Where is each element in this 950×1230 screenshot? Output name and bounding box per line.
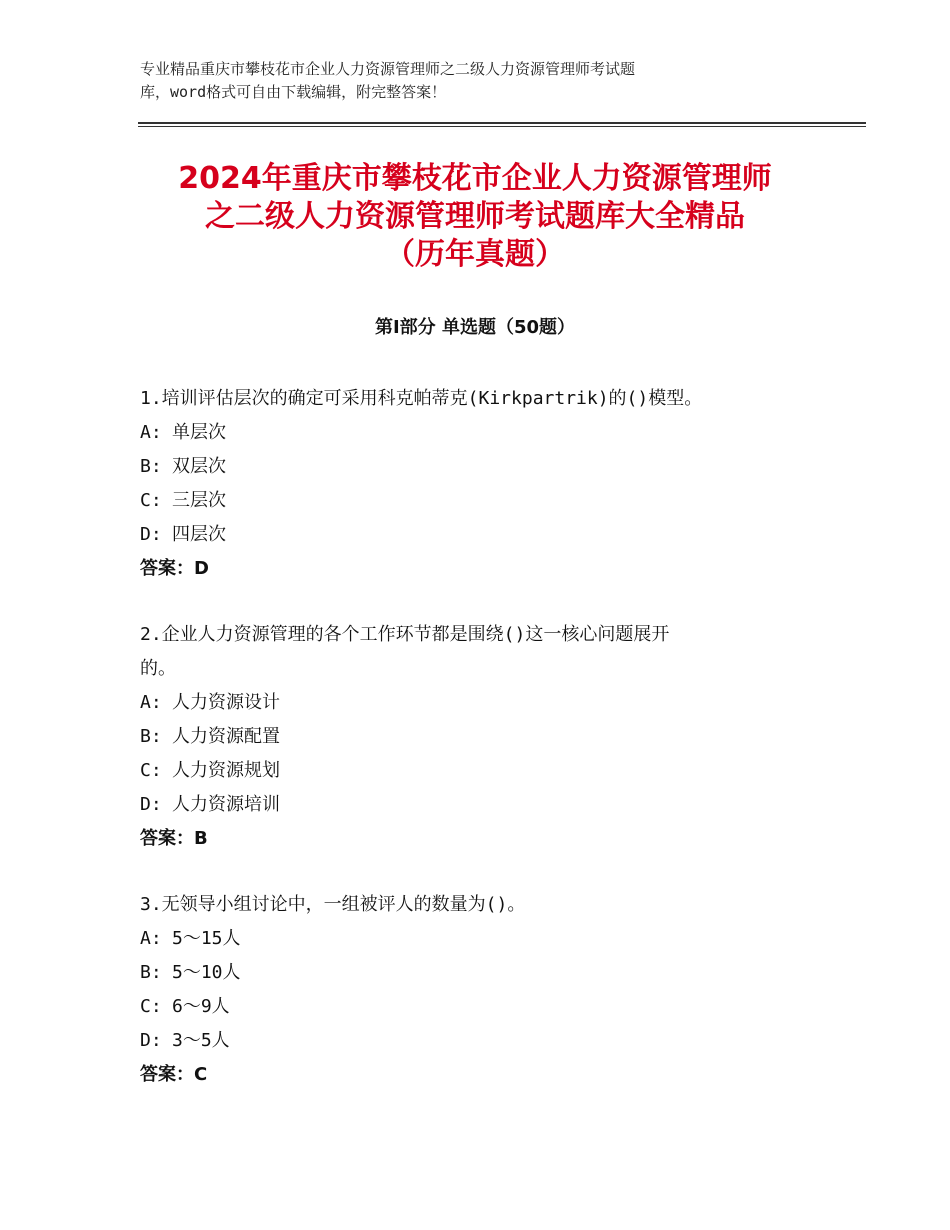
header-note-line-1: 专业精品重庆市攀枝花市企业人力资源管理师之二级人力资源管理师考试题 — [140, 60, 636, 78]
question-3 — [140, 888, 810, 1092]
option-key: A: — [140, 928, 162, 949]
option-key: D: — [140, 794, 162, 815]
answer-line: 答案：B — [140, 828, 208, 849]
option-text: 人力资源设计 — [172, 692, 280, 713]
section-heading: 第Ⅰ部分 单选题（50题） — [374, 317, 575, 338]
option-c — [140, 754, 810, 788]
option-text: 人力资源配置 — [172, 726, 280, 747]
question-2 — [140, 618, 810, 856]
option-b — [140, 720, 810, 754]
header-note — [140, 58, 780, 104]
option-key: B: — [140, 456, 162, 477]
option-text: 四层次 — [172, 524, 226, 545]
option-text: 人力资源规划 — [172, 760, 280, 781]
option-d — [140, 1024, 810, 1058]
question-stem — [140, 618, 810, 686]
question-1 — [140, 382, 810, 586]
question-stem-line: 3.无领导小组讨论中，一组被评人的数量为()。 — [140, 894, 526, 915]
question-stem-line: 1.培训评估层次的确定可采用科克帕蒂克(Kirkpartrik)的()模型。 — [140, 388, 703, 409]
option-d — [140, 788, 810, 822]
option-key: C: — [140, 760, 162, 781]
document-title — [120, 160, 830, 274]
option-key: D: — [140, 524, 162, 545]
option-text: 3～5人 — [172, 1030, 230, 1051]
option-text: 6～9人 — [172, 996, 230, 1017]
option-key: C: — [140, 996, 162, 1017]
option-a — [140, 686, 810, 720]
option-text: 双层次 — [172, 456, 226, 477]
option-text: 5～15人 — [172, 928, 241, 949]
option-text: 人力资源培训 — [172, 794, 280, 815]
option-b — [140, 956, 810, 990]
header-divider-thick — [138, 122, 866, 124]
option-text: 5～10人 — [172, 962, 241, 983]
question-stem-line: 2.企业人力资源管理的各个工作环节都是围绕()这一核心问题展开 — [140, 624, 670, 645]
title-line-3: （历年真题） — [385, 237, 565, 272]
option-text: 单层次 — [172, 422, 226, 443]
title-line-2: 之二级人力资源管理师考试题库大全精品 — [205, 199, 745, 234]
question-stem-line: 的。 — [140, 658, 176, 679]
option-key: D: — [140, 1030, 162, 1051]
option-c — [140, 990, 810, 1024]
question-stem — [140, 382, 810, 416]
title-line-1: 2024年重庆市攀枝花市企业人力资源管理师 — [178, 161, 772, 196]
option-key: B: — [140, 962, 162, 983]
option-key: A: — [140, 692, 162, 713]
answer-line: 答案：C — [140, 1064, 208, 1085]
option-key: B: — [140, 726, 162, 747]
option-key: C: — [140, 490, 162, 511]
option-a — [140, 922, 810, 956]
option-a — [140, 416, 810, 450]
header-divider-thin — [138, 126, 866, 127]
option-b — [140, 450, 810, 484]
question-stem — [140, 888, 810, 922]
option-d — [140, 518, 810, 552]
option-key: A: — [140, 422, 162, 443]
option-text: 三层次 — [172, 490, 226, 511]
header-note-line-2: 库，word格式可自由下载编辑，附完整答案！ — [140, 83, 447, 101]
option-c — [140, 484, 810, 518]
question-list — [140, 382, 810, 1124]
answer-line: 答案：D — [140, 558, 209, 579]
